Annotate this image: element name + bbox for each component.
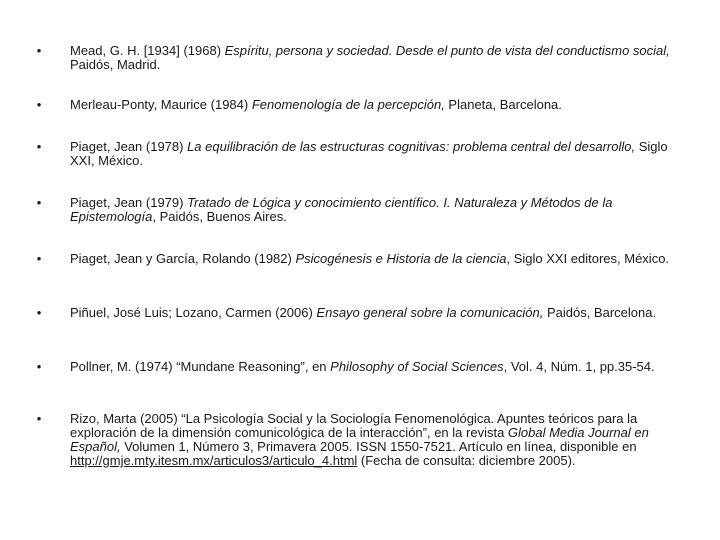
- reference-segment: , Siglo XXI editores, México.: [506, 251, 670, 266]
- bullet: •: [36, 43, 42, 58]
- bullet: •: [36, 97, 42, 112]
- reference-title: Global Media Journal en Español,: [70, 425, 649, 454]
- reference-text: [70, 252, 690, 266]
- reference-text: [70, 44, 690, 72]
- bullet: •: [36, 195, 42, 210]
- reference-segment: , Vol. 4, Núm. 1, pp.35-54.: [503, 359, 655, 374]
- reference-segment: (Fecha de consulta: diciembre 2005).: [357, 453, 576, 468]
- reference-text: [70, 140, 690, 168]
- reference-text: [70, 196, 690, 224]
- reference-title: Espíritu, persona y sociedad. Desde el punto de vista del conductismo social,: [224, 43, 670, 58]
- reference-text: [70, 98, 690, 112]
- reference-segment: Planeta, Barcelona.: [444, 97, 562, 112]
- reference-segment: Merleau-Ponty, Maurice (1984): [70, 97, 252, 112]
- bullet: •: [36, 359, 42, 374]
- reference-segment: Pollner, M. (1974) “Mundane Reasoning”, en: [70, 359, 331, 374]
- reference-text: [70, 412, 690, 468]
- reference-title: Philosophy of Social Sciences: [330, 359, 504, 374]
- bullet: •: [36, 411, 42, 426]
- reference-segment: Piñuel, José Luis; Lozano, Carmen (2006): [70, 305, 317, 320]
- bullet: •: [36, 305, 42, 320]
- reference-segment: Rizo, Marta (2005) “La Psicología Social y la Sociología Fenomenológica. Apuntes teóricos para la exploración de la dimensión comunicológica de la interacción”, en la revista: [70, 411, 638, 440]
- reference-segment: Piaget, Jean y García, Rolando (1982): [70, 251, 296, 266]
- reference-segment: Paidós, Barcelona.: [543, 305, 657, 320]
- reference-segment: Siglo XXI, México.: [70, 139, 668, 168]
- reference-segment: , Paidós, Buenos Aires.: [152, 209, 287, 224]
- bullet: •: [36, 251, 42, 266]
- reference-link[interactable]: http://gmje.mty.itesm.mx/articulos3/articulo_4.html: [70, 453, 358, 468]
- reference-segment: Volumen 1, Número 3, Primavera 2005. ISSN 1550-7521. Artículo en línea, disponible en: [120, 439, 637, 454]
- reference-segment: Mead, G. H. [1934] (1968): [70, 43, 225, 58]
- reference-segment: Paidós, Madrid.: [70, 57, 161, 72]
- reference-text: [70, 306, 690, 320]
- bullet: •: [36, 139, 42, 154]
- reference-title: Tratado de Lógica y conocimiento científico. I. Naturaleza y Métodos de la Epistemología: [70, 195, 613, 224]
- reference-title: Psicogénesis e Historia de la ciencia: [295, 251, 507, 266]
- reference-text: [70, 360, 690, 374]
- reference-title: Fenomenología de la percepción,: [251, 97, 445, 112]
- reference-segment: Piaget, Jean (1979): [70, 195, 188, 210]
- reference-title: La equilibración de las estructuras cognitivas: problema central del desarrollo,: [187, 139, 636, 154]
- reference-segment: Piaget, Jean (1978): [70, 139, 188, 154]
- reference-title: Ensayo general sobre la comunicación,: [316, 305, 544, 320]
